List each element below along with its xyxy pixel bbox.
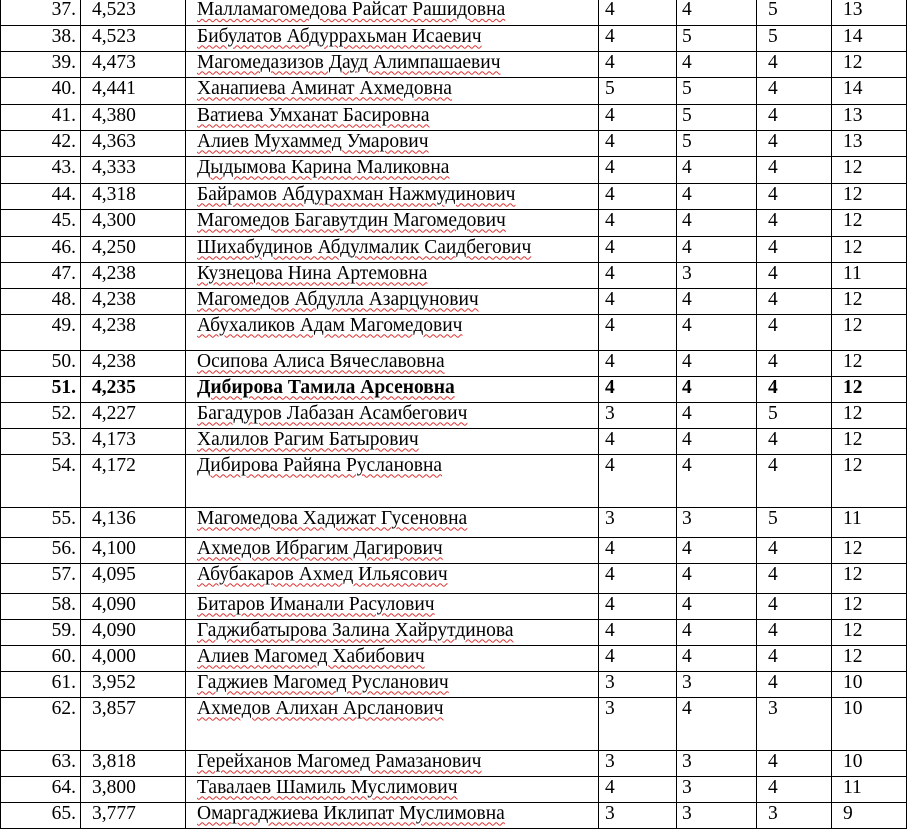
- grade-3: 4: [757, 750, 832, 776]
- grade-3: 5: [757, 507, 832, 537]
- total-score: 10: [832, 697, 907, 750]
- student-name-cell: [186, 428, 599, 454]
- grade-2: 3: [677, 507, 757, 537]
- row-number: 45.: [1, 209, 81, 236]
- student-name-cell: [186, 314, 599, 350]
- student-name-cell: [186, 130, 599, 156]
- grade-1: 4: [599, 593, 677, 619]
- average-score: 4,523: [81, 0, 186, 25]
- grade-3: 4: [757, 77, 832, 104]
- student-name: Тавалаев Шамиль Муслимович: [197, 776, 458, 798]
- student-name: Кузнецова Нина Артемовна: [197, 262, 428, 284]
- table-row: [1, 0, 907, 25]
- average-score: 4,441: [81, 77, 186, 104]
- student-name-cell: [186, 563, 599, 593]
- grade-1: 4: [599, 183, 677, 209]
- student-name-cell: [186, 376, 599, 402]
- grade-1: 4: [599, 104, 677, 130]
- grade-1: 4: [599, 645, 677, 671]
- grade-1: 4: [599, 350, 677, 376]
- student-name-cell: [186, 645, 599, 671]
- student-name: Ватиева Умханат Басировна: [197, 104, 430, 126]
- table-row: [1, 350, 907, 376]
- total-score: 13: [832, 0, 907, 25]
- average-score: 4,090: [81, 619, 186, 645]
- student-name-cell: [186, 25, 599, 51]
- table-row: [1, 209, 907, 236]
- average-score: 4,227: [81, 402, 186, 428]
- grade-1: 4: [599, 288, 677, 314]
- total-score: 12: [832, 183, 907, 209]
- table-row: [1, 402, 907, 428]
- student-name-cell: [186, 619, 599, 645]
- student-name-cell: [186, 402, 599, 428]
- table-row: [1, 802, 907, 828]
- total-score: 12: [832, 402, 907, 428]
- grade-3: 5: [757, 0, 832, 25]
- average-score: 4,238: [81, 262, 186, 288]
- row-number: 44.: [1, 183, 81, 209]
- grade-2: 4: [677, 288, 757, 314]
- grade-2: 4: [677, 537, 757, 563]
- student-name: Абухаликов Адам Магомедович: [197, 314, 463, 336]
- row-number: 53.: [1, 428, 81, 454]
- table-row: [1, 262, 907, 288]
- row-number: 52.: [1, 402, 81, 428]
- student-name: Магомедов Багавутдин Магомедович: [197, 209, 506, 231]
- grade-3: 4: [757, 314, 832, 350]
- row-number: 51.: [1, 376, 81, 402]
- student-name: Байрамов Абдурахман Нажмудинович: [197, 183, 516, 205]
- average-score: 4,333: [81, 156, 186, 183]
- row-number: 59.: [1, 619, 81, 645]
- average-score: 4,238: [81, 314, 186, 350]
- grade-1: 3: [599, 507, 677, 537]
- row-number: 49.: [1, 314, 81, 350]
- total-score: 10: [832, 750, 907, 776]
- grade-3: 4: [757, 537, 832, 563]
- student-name: Шихабудинов Абдулмалик Саидбегович: [197, 236, 532, 258]
- student-name-cell: [186, 776, 599, 802]
- row-number: 62.: [1, 697, 81, 750]
- row-number: 38.: [1, 25, 81, 51]
- student-name: Битаров Иманали Расулович: [197, 593, 435, 615]
- table-row: [1, 593, 907, 619]
- grade-3: 4: [757, 619, 832, 645]
- table-row: [1, 645, 907, 671]
- table-row: [1, 750, 907, 776]
- student-name: Магомедова Хадижат Гусеновна: [197, 507, 468, 529]
- grade-3: 4: [757, 183, 832, 209]
- student-name-cell: [186, 104, 599, 130]
- table-row: [1, 51, 907, 77]
- average-score: 4,238: [81, 288, 186, 314]
- grade-2: 4: [677, 314, 757, 350]
- grade-1: 3: [599, 697, 677, 750]
- grade-3: 4: [757, 671, 832, 697]
- grade-3: 4: [757, 376, 832, 402]
- student-name-cell: [186, 454, 599, 507]
- grade-2: 4: [677, 645, 757, 671]
- results-table-body: [1, 0, 907, 828]
- total-score: 12: [832, 645, 907, 671]
- total-score: 12: [832, 619, 907, 645]
- grade-3: 5: [757, 402, 832, 428]
- grade-3: 4: [757, 209, 832, 236]
- grade-1: 4: [599, 454, 677, 507]
- total-score: 12: [832, 314, 907, 350]
- grade-3: 3: [757, 802, 832, 828]
- student-name-cell: [186, 671, 599, 697]
- student-name: Гаджиев Магомед Русланович: [197, 671, 449, 693]
- table-row: [1, 537, 907, 563]
- student-name-cell: [186, 209, 599, 236]
- student-name-cell: [186, 802, 599, 828]
- row-number: 65.: [1, 802, 81, 828]
- average-score: 4,000: [81, 645, 186, 671]
- grade-2: 5: [677, 104, 757, 130]
- row-number: 43.: [1, 156, 81, 183]
- table-row: [1, 314, 907, 350]
- total-score: 12: [832, 288, 907, 314]
- average-score: 3,800: [81, 776, 186, 802]
- grade-2: 4: [677, 350, 757, 376]
- row-number: 42.: [1, 130, 81, 156]
- grade-3: 4: [757, 104, 832, 130]
- total-score: 12: [832, 156, 907, 183]
- student-name-cell: [186, 750, 599, 776]
- grade-1: 4: [599, 619, 677, 645]
- table-row: [1, 507, 907, 537]
- average-score: 4,173: [81, 428, 186, 454]
- grade-1: 3: [599, 671, 677, 697]
- grade-1: 4: [599, 314, 677, 350]
- student-name: Магомедов Абдулла Азарцунович: [197, 288, 479, 310]
- total-score: 12: [832, 563, 907, 593]
- student-name: Багадуров Лабазан Асамбегович: [197, 402, 468, 424]
- grade-3: 4: [757, 51, 832, 77]
- table-row: [1, 776, 907, 802]
- table-row: [1, 428, 907, 454]
- grade-2: 4: [677, 697, 757, 750]
- grade-1: 3: [599, 802, 677, 828]
- grade-1: 4: [599, 376, 677, 402]
- grade-2: 3: [677, 262, 757, 288]
- student-name-cell: [186, 507, 599, 537]
- table-row: [1, 376, 907, 402]
- grade-1: 5: [599, 77, 677, 104]
- average-score: 4,136: [81, 507, 186, 537]
- grade-2: 4: [677, 563, 757, 593]
- grade-3: 4: [757, 776, 832, 802]
- grade-2: 3: [677, 750, 757, 776]
- total-score: 14: [832, 25, 907, 51]
- student-name: Дибирова Райяна Руслановна: [197, 454, 443, 476]
- row-number: 46.: [1, 236, 81, 262]
- total-score: 12: [832, 350, 907, 376]
- student-name-cell: [186, 0, 599, 25]
- average-score: 3,777: [81, 802, 186, 828]
- average-score: 4,380: [81, 104, 186, 130]
- grade-1: 4: [599, 156, 677, 183]
- table-row: [1, 288, 907, 314]
- row-number: 40.: [1, 77, 81, 104]
- grade-1: 4: [599, 25, 677, 51]
- average-score: 4,172: [81, 454, 186, 507]
- row-number: 57.: [1, 563, 81, 593]
- row-number: 54.: [1, 454, 81, 507]
- total-score: 12: [832, 376, 907, 402]
- grade-2: 5: [677, 130, 757, 156]
- average-score: 4,090: [81, 593, 186, 619]
- total-score: 12: [832, 428, 907, 454]
- student-name: Алиев Мухаммед Умарович: [197, 130, 429, 152]
- table-row: [1, 563, 907, 593]
- grade-3: 4: [757, 428, 832, 454]
- total-score: 12: [832, 236, 907, 262]
- average-score: 4,238: [81, 350, 186, 376]
- average-score: 4,095: [81, 563, 186, 593]
- grade-2: 5: [677, 77, 757, 104]
- student-name-cell: [186, 350, 599, 376]
- student-name: Магомедазизов Дауд Алимпашаевич: [197, 51, 501, 73]
- table-row: [1, 697, 907, 750]
- grade-3: 5: [757, 25, 832, 51]
- grade-3: 4: [757, 350, 832, 376]
- student-name: Абубакаров Ахмед Ильясович: [197, 563, 448, 585]
- total-score: 11: [832, 262, 907, 288]
- grade-2: 4: [677, 236, 757, 262]
- grade-2: 4: [677, 51, 757, 77]
- total-score: 11: [832, 776, 907, 802]
- student-name: Гаджибатырова Залина Хайрутдинова: [197, 619, 514, 641]
- row-number: 39.: [1, 51, 81, 77]
- grade-2: 4: [677, 156, 757, 183]
- grade-3: 4: [757, 645, 832, 671]
- average-score: 4,523: [81, 25, 186, 51]
- total-score: 12: [832, 593, 907, 619]
- average-score: 4,300: [81, 209, 186, 236]
- student-name: Герейханов Магомед Рамазанович: [197, 750, 482, 772]
- total-score: 12: [832, 454, 907, 507]
- average-score: 4,235: [81, 376, 186, 402]
- student-name-cell: [186, 262, 599, 288]
- grade-2: 5: [677, 25, 757, 51]
- student-name: Омаргаджиева Иклипат Муслимовна: [197, 802, 505, 824]
- table-row: [1, 156, 907, 183]
- grade-2: 4: [677, 593, 757, 619]
- row-number: 55.: [1, 507, 81, 537]
- table-row: [1, 25, 907, 51]
- student-name: Ахмедов Ибрагим Дагирович: [197, 537, 443, 559]
- total-score: 12: [832, 51, 907, 77]
- total-score: 12: [832, 537, 907, 563]
- table-row: [1, 104, 907, 130]
- student-name: Дибирова Тамила Арсеновна: [197, 376, 455, 398]
- student-name: Алиев Магомед Хабибович: [197, 645, 425, 667]
- total-score: 14: [832, 77, 907, 104]
- grade-1: 4: [599, 537, 677, 563]
- grade-1: 4: [599, 776, 677, 802]
- grade-2: 4: [677, 619, 757, 645]
- grade-2: 4: [677, 183, 757, 209]
- total-score: 13: [832, 104, 907, 130]
- student-name-cell: [186, 593, 599, 619]
- grade-2: 4: [677, 0, 757, 25]
- student-name-cell: [186, 537, 599, 563]
- grade-3: 4: [757, 454, 832, 507]
- grade-2: 4: [677, 402, 757, 428]
- total-score: 10: [832, 671, 907, 697]
- student-name-cell: [186, 288, 599, 314]
- student-name-cell: [186, 183, 599, 209]
- average-score: 3,952: [81, 671, 186, 697]
- grade-3: 4: [757, 288, 832, 314]
- grade-3: 4: [757, 130, 832, 156]
- row-number: 60.: [1, 645, 81, 671]
- total-score: 11: [832, 507, 907, 537]
- row-number: 61.: [1, 671, 81, 697]
- row-number: 48.: [1, 288, 81, 314]
- grade-2: 4: [677, 428, 757, 454]
- grade-1: 4: [599, 209, 677, 236]
- grade-2: 3: [677, 776, 757, 802]
- grade-3: 4: [757, 262, 832, 288]
- grade-2: 4: [677, 209, 757, 236]
- grade-2: 4: [677, 376, 757, 402]
- grade-2: 4: [677, 454, 757, 507]
- student-name: Ханапиева Аминат Ахмедовна: [197, 77, 452, 99]
- average-score: 4,318: [81, 183, 186, 209]
- row-number: 63.: [1, 750, 81, 776]
- row-number: 47.: [1, 262, 81, 288]
- grade-1: 4: [599, 130, 677, 156]
- row-number: 58.: [1, 593, 81, 619]
- total-score: 13: [832, 130, 907, 156]
- student-name: Халилов Рагим Батырович: [197, 428, 419, 450]
- row-number: 50.: [1, 350, 81, 376]
- student-name: Осипова Алиса Вячеславовна: [197, 350, 445, 372]
- grade-1: 4: [599, 262, 677, 288]
- row-number: 64.: [1, 776, 81, 802]
- grade-1: 3: [599, 750, 677, 776]
- grade-3: 4: [757, 563, 832, 593]
- average-score: 4,363: [81, 130, 186, 156]
- grade-3: 4: [757, 593, 832, 619]
- average-score: 4,250: [81, 236, 186, 262]
- row-number: 37.: [1, 0, 81, 25]
- grade-1: 4: [599, 51, 677, 77]
- grade-2: 3: [677, 671, 757, 697]
- table-row: [1, 671, 907, 697]
- student-name-cell: [186, 236, 599, 262]
- student-name-cell: [186, 77, 599, 104]
- table-row: [1, 619, 907, 645]
- grade-1: 4: [599, 236, 677, 262]
- table-row: [1, 236, 907, 262]
- grade-1: 4: [599, 0, 677, 25]
- average-score: 4,473: [81, 51, 186, 77]
- grade-1: 4: [599, 428, 677, 454]
- average-score: 4,100: [81, 537, 186, 563]
- table-row: [1, 454, 907, 507]
- grade-1: 4: [599, 563, 677, 593]
- table-row: [1, 130, 907, 156]
- grade-2: 3: [677, 802, 757, 828]
- student-name: Дыдымова Карина Маликовна: [197, 156, 450, 178]
- student-name: Бибулатов Абдуррахьман Исаевич: [197, 25, 482, 47]
- grade-3: 4: [757, 156, 832, 183]
- student-name-cell: [186, 156, 599, 183]
- total-score: 9: [832, 802, 907, 828]
- average-score: 3,857: [81, 697, 186, 750]
- table-row: [1, 77, 907, 104]
- grade-3: 4: [757, 236, 832, 262]
- average-score: 3,818: [81, 750, 186, 776]
- student-name-cell: [186, 51, 599, 77]
- grade-3: 3: [757, 697, 832, 750]
- table-row: [1, 183, 907, 209]
- total-score: 12: [832, 209, 907, 236]
- row-number: 56.: [1, 537, 81, 563]
- student-name: Ахмедов Алихан Арсланович: [197, 697, 444, 719]
- grade-1: 3: [599, 402, 677, 428]
- student-name-cell: [186, 697, 599, 750]
- student-name: Малламагомедова Райсат Рашидовна: [197, 0, 506, 20]
- row-number: 41.: [1, 104, 81, 130]
